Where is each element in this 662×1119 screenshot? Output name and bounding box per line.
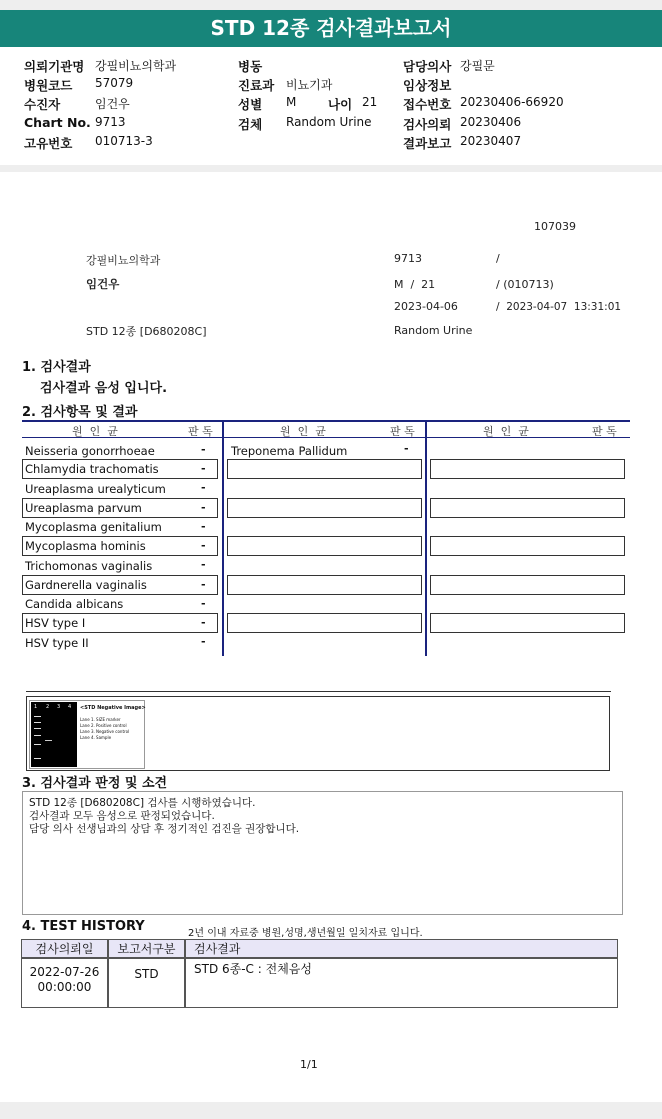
organism-result: - [201,616,206,629]
label-test-request: 검사의뢰 [403,117,452,132]
lane-label: 2 [46,704,50,710]
empty-cell [430,613,625,633]
separator-line [26,691,611,692]
meta-date-report: / 2023-04-07 13:31:01 [496,301,622,313]
gel-band [34,735,41,736]
report-title: STD 12종 검사결과보고서 [0,10,662,47]
value-chart-no: 9713 [95,115,126,129]
label-specimen: 검체 [238,117,263,132]
value-unique-no: 010713-3 [95,134,153,148]
label-receipt-no: 접수번호 [403,97,452,112]
gel-caption-line: Lane 4. Sample [80,735,112,740]
history-header-date: 검사의뢰일 [21,939,108,958]
value-hospital-code: 57079 [95,76,134,90]
history-header-result: 검사결과 [185,939,618,958]
organism-result-treponema: - [404,442,409,455]
opinion-line: 검사결과 모두 음성으로 판정되었습니다. [29,810,215,822]
report-header [0,47,662,165]
value-specimen: Random Urine [286,115,372,129]
gel-caption-title: <STD Negative Image> [80,705,146,711]
organism-result: - [201,597,206,610]
grid-head-judge-2: 판 독 [390,425,415,438]
lane-label: 3 [57,704,61,710]
empty-cell [227,459,422,479]
organism-result: - [201,501,206,514]
organism-name: HSV type I [25,616,86,630]
label-age: 나이 [328,97,353,112]
grid-head-judge-1: 판 독 [188,425,213,438]
gel-caption-line: Lane 1. SIZE marker [80,717,121,722]
meta-chart: 9713 [394,252,422,265]
report-page [0,172,662,1102]
label-requesting-org: 의뢰기관명 [24,59,85,74]
empty-cell [227,613,422,633]
opinion-line: STD 12종 [D680208C] 검사를 시행하였습니다. [29,797,256,809]
meta-sex-age: M / 21 [394,278,436,291]
label-clinical-info: 임상정보 [403,78,452,93]
gel-band [34,716,41,717]
value-receipt-no: 20230406-66920 [460,95,564,109]
opinion-box [22,791,623,915]
organism-name-treponema: Treponema Pallidum [231,444,348,458]
history-note: 2년 이내 자료중 병원,성명,생년월일 일치자료 입니다. [188,928,423,939]
grid-head-org-1: 원 인 균 [72,425,118,438]
organism-name: Ureaplasma urealyticum [25,482,166,496]
meta-hospital: 강필비뇨의학과 [86,254,161,267]
gel-caption [80,717,129,741]
gel-band [45,740,52,741]
label-unique-no: 고유번호 [24,136,73,151]
history-header-type: 보고서구분 [108,939,185,958]
organism-name: Candida albicans [25,597,124,611]
organism-result: - [201,481,206,494]
label-result-report: 결과보고 [403,136,452,151]
label-chart-no: Chart No. [24,115,91,130]
gel-caption-line: Lane 2. Positive control [80,723,127,728]
label-sex: 성별 [238,97,263,112]
gel-band [34,722,41,723]
section-4-title: 4. TEST HISTORY [22,919,145,934]
grid-head-org-3: 원 인 균 [483,425,529,438]
empty-cell [227,575,422,595]
section-3-title: 3. 검사결과 판정 및 소견 [22,776,168,791]
grid-divider-1 [222,420,224,656]
history-result: STD 6종-C : 전체음성 [185,958,618,1008]
empty-cell [430,498,625,518]
empty-cell [227,498,422,518]
section-2-title: 2. 검사항목 및 결과 [22,405,138,420]
lane-label: 1 [34,704,38,710]
history-date: 2022-07-26 [29,965,100,979]
label-patient: 수진자 [24,97,61,112]
organism-name: Mycoplasma hominis [25,539,146,553]
value-patient: 임건우 [95,97,130,111]
organism-name: Mycoplasma genitalium [25,520,162,534]
value-test-request: 20230406 [460,115,522,129]
organism-result: - [201,635,206,648]
empty-cell [430,459,625,479]
gel-image [29,700,145,769]
gel-band [34,728,41,729]
meta-id: / (010713) [496,278,554,291]
organism-result: - [201,520,206,533]
meta-test-name: STD 12종 [D680208C] [86,325,207,338]
grid-head-org-2: 원 인 균 [280,425,326,438]
label-department: 진료과 [238,78,275,93]
organism-result: - [201,443,206,456]
page-number: 1/1 [300,1058,318,1071]
grid-head-judge-3: 판 독 [592,425,617,438]
value-sex: M [286,95,297,109]
label-ward: 병동 [238,59,263,74]
grid-divider-2 [425,420,427,656]
organism-name: Trichomonas vaginalis [25,559,153,573]
label-hospital-code: 병원코드 [24,78,73,93]
opinion-line: 담당 의사 선생님과의 상담 후 정기적인 검진을 권장합니다. [29,823,300,835]
history-time: 00:00:00 [37,980,92,994]
value-requesting-org: 강필비뇨의학과 [95,59,177,73]
gel-band [34,758,41,759]
meta-patient: 임건우 [86,277,120,291]
lane-label: 4 [68,704,72,710]
history-type: STD [108,958,185,1008]
organism-name: HSV type II [25,636,89,650]
gel-lanes [31,702,77,767]
meta-specimen: Random Urine [394,324,473,337]
empty-cell [227,536,422,556]
section-1-title: 1. 검사결과 [22,360,91,375]
organism-result: - [201,462,206,475]
meta-slash: / [496,252,500,265]
organism-result: - [201,578,206,591]
gel-band [34,744,41,745]
organism-name: Ureaplasma parvum [25,501,142,515]
meta-code: 107039 [534,220,576,233]
value-age: 21 [362,95,378,109]
organism-name: Neisseria gonorrhoeae [25,444,155,458]
value-doctor: 강필문 [460,59,495,73]
section-1-result: 검사결과 음성 입니다. [40,381,168,396]
value-department: 비뇨기과 [286,78,333,92]
gel-caption-line: Lane 3. Negative control [80,729,130,734]
history-cell-date [21,958,108,1008]
empty-cell [430,575,625,595]
organism-result: - [201,539,206,552]
organism-name: Gardnerella vaginalis [25,578,147,592]
label-doctor: 담당의사 [403,59,452,74]
grid-top-line [22,420,630,422]
empty-cell [430,536,625,556]
meta-date-request: 2023-04-06 [394,300,458,313]
organism-result: - [201,558,206,571]
organism-name: Chlamydia trachomatis [25,462,159,476]
value-result-report: 20230407 [460,134,522,148]
